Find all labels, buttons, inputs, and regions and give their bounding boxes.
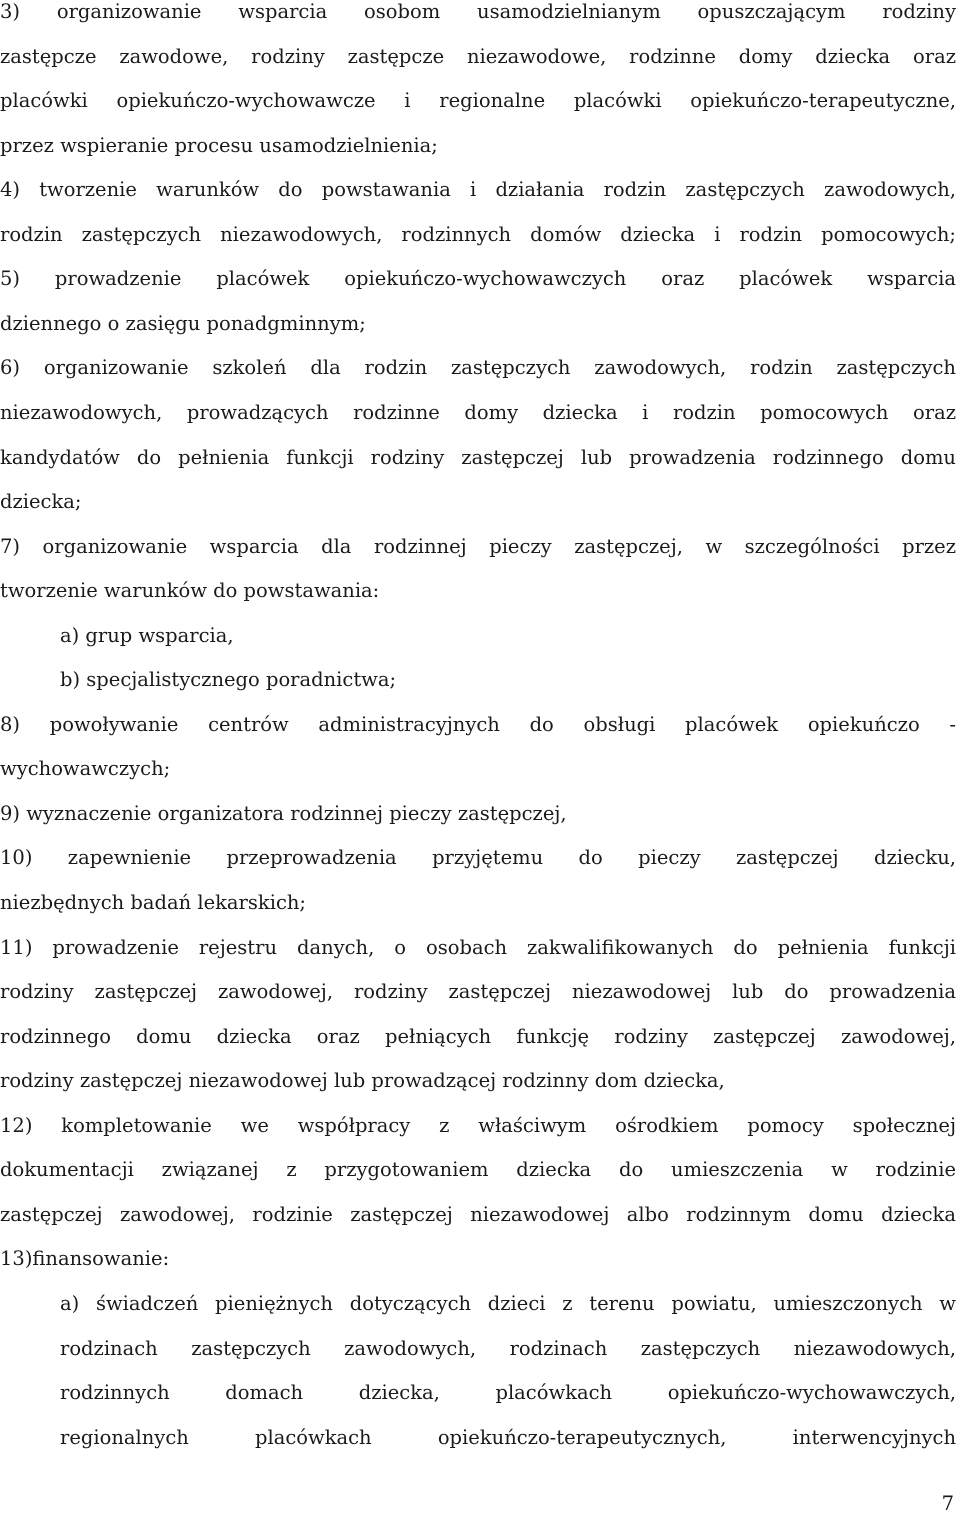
text-line: rodziny zastępczej zawodowej, rodziny zastępczej niezawodowej lub do prowadzenia bbox=[0, 980, 956, 1003]
text-line: niezawodowych, prowadzących rodzinne domy dziecka i rodzin pomocowych oraz bbox=[0, 401, 956, 424]
text-line: 5) prowadzenie placówek opiekuńczo-wychowawczych oraz placówek wsparcia bbox=[0, 267, 956, 290]
text-line: niezbędnych badań lekarskich; bbox=[0, 891, 306, 914]
text-line: rodziny zastępczej niezawodowej lub prowadzącej rodzinny dom dziecka, bbox=[0, 1069, 725, 1092]
text-line: rodzinach zastępczych zawodowych, rodzinach zastępczych niezawodowych, bbox=[60, 1337, 956, 1360]
text-line: 4) tworzenie warunków do powstawania i działania rodzin zastępczych zawodowych, bbox=[0, 178, 956, 201]
page-number: 7 bbox=[941, 1492, 954, 1515]
text-line: rodzin zastępczych niezawodowych, rodzinnych domów dziecka i rodzin pomocowych; bbox=[0, 223, 956, 246]
text-line: rodzinnego domu dziecka oraz pełniących funkcję rodziny zastępczej zawodowej, bbox=[0, 1025, 956, 1048]
text-line: 11) prowadzenie rejestru danych, o osobach zakwalifikowanych do pełnienia funkcji bbox=[0, 936, 956, 959]
text-line: tworzenie warunków do powstawania: bbox=[0, 579, 380, 602]
text-line: 12) kompletowanie we współpracy z właściwym ośrodkiem pomocy społecznej bbox=[0, 1114, 956, 1137]
text-line: a) świadczeń pieniężnych dotyczących dzieci z terenu powiatu, umieszczonych w bbox=[60, 1292, 956, 1315]
text-line: dokumentacji związanej z przygotowaniem dziecka do umieszczenia w rodzinie bbox=[0, 1158, 956, 1181]
text-line: a) grup wsparcia, bbox=[60, 624, 234, 647]
text-line: wychowawczych; bbox=[0, 757, 171, 780]
text-line: 3) organizowanie wsparcia osobom usamodzielnianym opuszczającym rodziny bbox=[0, 0, 956, 23]
text-line: b) specjalistycznego poradnictwa; bbox=[60, 668, 397, 691]
text-line: regionalnych placówkach opiekuńczo-terapeutycznych, interwencyjnych bbox=[60, 1426, 956, 1449]
text-line: rodzinnych domach dziecka, placówkach opiekuńczo-wychowawczych, bbox=[60, 1381, 956, 1404]
text-line: zastępcze zawodowe, rodziny zastępcze niezawodowe, rodzinne domy dziecka oraz bbox=[0, 45, 956, 68]
text-line: placówki opiekuńczo-wychowawcze i regionalne placówki opiekuńczo-terapeutyczne, bbox=[0, 89, 956, 112]
text-line: 6) organizowanie szkoleń dla rodzin zastępczych zawodowych, rodzin zastępczych bbox=[0, 356, 956, 379]
text-line: dziecka; bbox=[0, 490, 82, 513]
text-line: dziennego o zasięgu ponadgminnym; bbox=[0, 312, 366, 335]
text-line: 8) powoływanie centrów administracyjnych do obsługi placówek opiekuńczo - bbox=[0, 713, 956, 736]
text-line: 9) wyznaczenie organizatora rodzinnej pieczy zastępczej, bbox=[0, 802, 567, 825]
text-line: kandydatów do pełnienia funkcji rodziny zastępczej lub prowadzenia rodzinnego domu bbox=[0, 446, 956, 469]
text-line: 10) zapewnienie przeprowadzenia przyjętemu do pieczy zastępczej dziecku, bbox=[0, 846, 956, 869]
text-line: przez wspieranie procesu usamodzielnienia; bbox=[0, 134, 438, 157]
text-line: 7) organizowanie wsparcia dla rodzinnej pieczy zastępczej, w szczególności przez bbox=[0, 535, 956, 558]
text-line: zastępczej zawodowej, rodzinie zastępczej niezawodowej albo rodzinnym domu dziecka bbox=[0, 1203, 956, 1226]
text-line: 13)finansowanie: bbox=[0, 1247, 170, 1270]
